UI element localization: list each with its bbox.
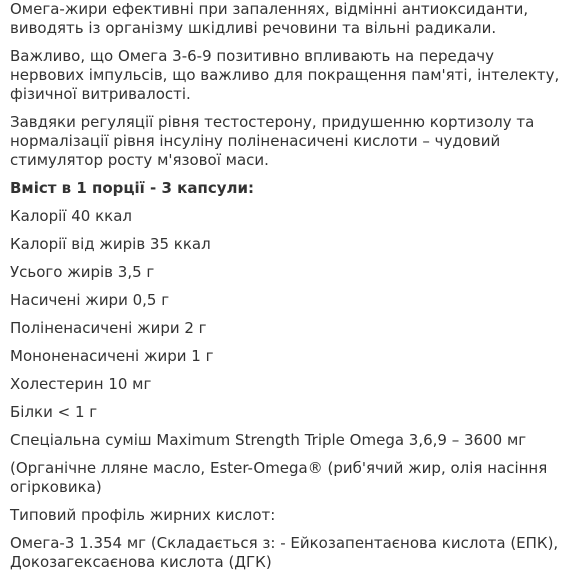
nutrition-item: Мононенасичені жири 1 г: [10, 347, 214, 365]
paragraph-nervous-system: Важливо, що Омега 3-6-9 позитивно впливають на передачу нервових імпульсів, що важливо для покращення пам'яті, інтелекту, фізичної витривалості.: [10, 47, 560, 103]
paragraph-muscle-growth: Завдяки регуляції рівня тестостерону, придушенню кортизолу та нормалізації рівня інсуліну поліненасичені кислоти – чудовий стимулятор росту м'язової маси.: [10, 113, 535, 169]
paragraph-omega-benefits: Омега-жири ефективні при запаленнях, відмінні антиоксиданти, виводять із організму шкідливі речовини та вільні радикали.: [10, 0, 529, 37]
nutrition-item: Калорії від жирів 35 ккал: [10, 235, 211, 253]
nutrition-item: Поліненасичені жири 2 г: [10, 319, 207, 337]
nutrition-item: Усього жирів 3,5 г: [10, 263, 155, 281]
serving-heading-text: Вміст в 1 порції - 3 капсули:: [10, 179, 254, 197]
serving-heading: [10, 179, 566, 198]
nutrition-item: Спеціальна суміш Maximum Strength Triple Omega 3,6,9 – 3600 мг: [10, 431, 527, 449]
nutrition-item: Білки < 1 г: [10, 403, 98, 421]
nutrition-item: Холестерин 10 мг: [10, 375, 152, 393]
nutrition-item: Калорії 40 ккал: [10, 207, 132, 225]
nutrition-item: Омега-3 1.354 мг (Складається з: - Ейкозапентаєнова кислота (ЕПК), Докозагексаєнова кислота (ДГК): [10, 534, 559, 571]
nutrition-item: (Органічне лляне масло, Ester-Omega® (риб'ячий жир, олія насіння огірковика): [10, 459, 548, 496]
nutrition-item: Типовий профіль жирних кислот:: [10, 506, 276, 524]
nutrition-item: Насичені жири 0,5 г: [10, 291, 170, 309]
